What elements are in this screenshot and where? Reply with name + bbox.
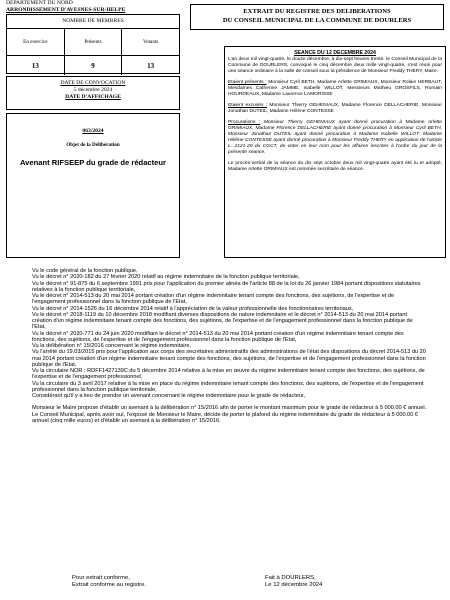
- signature-right: [265, 575, 322, 589]
- excuses-label: Etaient excusés :: [228, 103, 268, 108]
- visa-paragraph: Vu la délibération n° 15/2016 concernant le régime indemnitaire,: [32, 343, 192, 349]
- visa-paragraph: Vu le décret n° 2020-182 du 27 février 2020 relatif au régime indemnitaire de la fonction publique territoriale,: [32, 274, 300, 281]
- convocation-box: [6, 76, 180, 110]
- members-col-exercice: [7, 29, 65, 75]
- header-left: [6, 0, 181, 13]
- signature-right-line-1: Fait à DOURLERS,: [265, 575, 316, 581]
- procurations-text: Monsieur Thierry GEHENIAUX ayant donné procuration à Madame Arlette GRIMIAUX, Madame Florence DELLACHERIE ayant donné procuration à Monsieur Cyril BETH, Monsieur Jonathan DUTEIL ayant donné procuration à Madame Isabelle WILLOT, Madame Hélène CONTESSE ayant donné procuration à Monsieur Freddy THERY en application de l'article L. 2121-20 du CGCT, de voter en leur nom pour les affaires inscrites à l'ordre du jour de la présente séance.: [228, 120, 442, 155]
- presents-list: Monsieur Cyril BETH, Madame Arlette GRIMIAUX, Monsieur Rolain HERBAUT, Mesdames Catherine JAMME, Isabelle WILLOT, Messieurs Mathieu GROSFILS, Romain HOURDEAUX, Madame Laurence LAMORISSE: [228, 80, 443, 97]
- extract-title-box: [190, 4, 444, 30]
- affichage-label: DATE D'AFFICHAGE: [65, 94, 121, 100]
- visa-paragraph: Vu l'arrêté du 19.03/2015 pris pour l'application aux corps des secrétaires administratifs des administrations de l'état des dispositions du décret 2014-513 du 20 mai 2014 portant création d'un régime indemnitaire tenant compte des fonctions, des sujétions, de l'expertise et de l'engagement professionnel dans la fonction publique de l'Etat,: [32, 349, 426, 368]
- extract-line-2: DU CONSEIL MUNICIPAL DE LA COMMUNE DE DOURLERS: [222, 16, 412, 24]
- members-col-votants: [122, 29, 179, 75]
- deliberation-object-label: Objet de la Délibération: [66, 142, 120, 148]
- decision-paragraph: Le Conseil Municipal, après avoir ouï, l'exposé de Monsieur le Maire, décide de porter le plafond du régime indemnitaire du grade de rédacteur à 5 000.00 € annuel (cinq mille euros) et d'établir un avenant à la délibération n° 15/2016.: [32, 411, 419, 424]
- visa-paragraph: Vu le code général de la fonction publique,: [32, 268, 138, 274]
- convocation-label: DATE DE CONVOCATION: [60, 80, 126, 86]
- visa-paragraph: Vu le décret n° 2014-1526 du 16 décembre 2014 relatif à l'appréciation de la valeur professionnelle des fonctionnaires territoriaux,: [32, 305, 354, 312]
- seance-excuses: [228, 103, 442, 115]
- signature-left-line-1: Pour extrait conforme,: [72, 575, 130, 581]
- seance-title: SEANCE DU 12 DECEMBRE 2024: [294, 50, 376, 56]
- seance-pv: Le procès-verbal de la séance du dix sept octobre deux mil vingt-quatre ayant été lu et adopté, Madame Arlette GRIMIAUX est nommée secrétaire de séance.: [228, 161, 442, 172]
- extract-line-1: EXTRAIT DU REGISTRE DES DELIBERATIONS: [243, 8, 391, 15]
- visa-paragraph: Vu le décret n° 2018-1119 du 10 décembre 2018 modifiant diverses dispositions de nature indemnitaire et le décret n° 2014-513 du 20 mai 2014 portant création d'un régime indemnitaire tenant compte des fonctions, des sujétions, de l'expertise et de l'engagement professionnel dans la fonction publique de l'Etat,: [32, 311, 413, 331]
- members-value: 13: [147, 61, 155, 70]
- seance-presents: [228, 80, 442, 98]
- seance-intro: L'an deux mil vingt-quatre, le douze décembre, à dix-sept heures trente, le Conseil Municipal de la Commune de DOURLERS, convoqué le cinq décembre deux mille vingt-quatre, s'est réuni pour une séance ordinaire à la salle de conseil sous la présidence de Monsieur Freddy THERY, Maire.: [228, 57, 442, 74]
- department: DEPARTEMENT DU NORD: [6, 0, 73, 6]
- excuses-list: Monsieur Thierry GEHENIAUX, Madame Florence DELLACHERIE, Monsieur Jonathan DUTEIL, Madame Hélène CONTESSE: [228, 103, 443, 114]
- deliberation-body: [32, 268, 427, 424]
- arrondissement: ARRONDISSEMENT D'AVESNES-SUR-HELPE: [6, 6, 126, 13]
- visa-paragraph: Vu la circulaire NOR : RDFF1427139C du 5 décembre 2014 relative à la mise en œuvre du régime indemnitaire tenant compte des fonctions, des sujétions, de l'expertise et de l'engagement professionnel,: [32, 368, 425, 381]
- visa-paragraph: Vu le décret n° 91-875 du 6 septembre 1991 pris pour l'application du premier alinéa de l'article 88 de la loi du 26 janvier 1984 portant dispositions statutaires relatives à la fonction publique territoriale,: [32, 280, 421, 293]
- signature-left-line-2: Extrait conforme au registre.: [72, 582, 146, 588]
- visa-paragraph: Considérant qu'il y a lieu de prendre un avenant concernant le régime indemnitaire pour le grade de rédacteur,: [32, 393, 306, 399]
- visa-paragraph: Vu le décret n° 2014-513 du 20 mai 2014 portant création d'un régime indemnitaire tenant compte des fonctions, des sujétions, de l'expertise et de l'engagement professionnel dans la fonction publique de l'Etat,: [32, 293, 395, 306]
- members-value: 13: [31, 61, 39, 70]
- members-label: En exercice: [7, 29, 64, 56]
- signature-left: [72, 575, 146, 589]
- members-label: Présents: [65, 29, 122, 56]
- members-table: [6, 14, 180, 74]
- members-value: 9: [91, 61, 95, 70]
- signature-right-line-2: Le 12 décembre 2024: [265, 582, 323, 588]
- members-label: Votants: [122, 29, 179, 56]
- deliberation-box: [6, 113, 180, 258]
- convocation-date: 5 décembre 2024: [73, 87, 113, 93]
- seance-procurations: [228, 120, 442, 156]
- members-col-presents: [65, 29, 123, 75]
- procurations-label: Procurations :: [228, 120, 261, 125]
- deliberation-number: 063/2024: [82, 128, 104, 134]
- proposal-paragraph: Monsieur le Maire propose d'établir un avenant à la délibération n° 15/2016 afin de porter le montant maximum pour le grade de rédacteur à 5 000.00 € annuel.: [32, 405, 427, 412]
- seance-box: [224, 46, 446, 258]
- members-title: NOMBRE DE MEMBRES: [7, 15, 179, 29]
- visa-paragraph: Vu la circulaire du 3 avril 2017 relative à la mise en place du régime indemnitaire tenant compte des fonctions, des sujétions, de l'expertise et de l'engagement professionnel dans la fonction publique territoriale,: [32, 380, 424, 393]
- presents-label: Etaient présents :: [228, 80, 267, 85]
- deliberation-title: Avenant RIFSEEP du grade de rédacteur: [19, 158, 166, 167]
- visa-paragraph: Vu le décret n° 2020-771 du 24 juin 2020 modifiant le décret n° 2014-513 du 20 mai 2014 portant création d'un régime indemnitaire tenant compte des fonctions, des sujétions, de l'expertise et de l'engagement professionnel dans la fonction publique de l'Etat,: [32, 330, 404, 343]
